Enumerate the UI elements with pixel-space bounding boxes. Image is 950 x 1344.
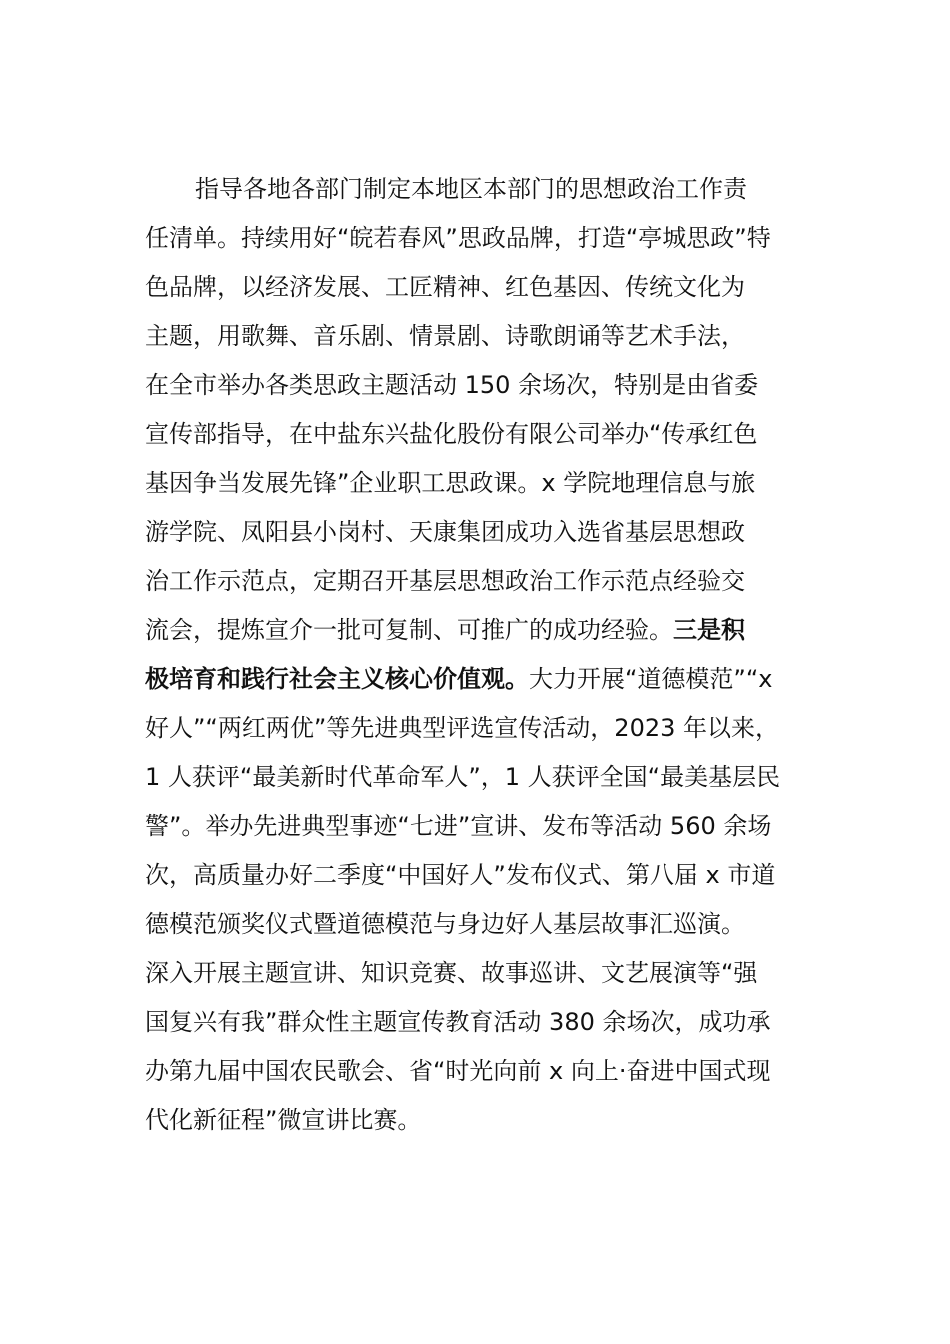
line-text: 警”。举办先进典型事迹“七进”宣讲、发布等活动 560 余场 (145, 812, 772, 840)
paragraph-line (145, 753, 810, 802)
line-text: 游学院、凤阳县小岗村、天康集团成功入选省基层思想政 (145, 518, 745, 546)
line-text: 治工作示范点，定期召开基层思想政治工作示范点经验交 (145, 567, 745, 595)
paragraph-line (145, 410, 810, 459)
line-text: 1 人获评“最美新时代革命军人”，1 人获评全国“最美基层民 (145, 763, 781, 791)
paragraph-line (145, 655, 810, 704)
paragraph-line (145, 998, 810, 1047)
line-text: 好人”“两红两优”等先进典型评选宣传活动，2023 年以来， (145, 714, 780, 742)
paragraph-line (145, 1047, 810, 1096)
paragraph-line (145, 263, 810, 312)
paragraph-line (145, 851, 810, 900)
line-text: 宣传部指导，在中盐东兴盐化股份有限公司举办“传承红色 (145, 420, 758, 448)
line-text: 主题，用歌舞、音乐剧、情景剧、诗歌朗诵等艺术手法， (145, 322, 745, 350)
line-text: 流会，提炼宣介一批可复制、可推广的成功经验。 (145, 616, 673, 644)
line-text: 色品牌，以经济发展、工匠精神、红色基因、传统文化为 (145, 273, 745, 301)
paragraph-line (145, 361, 810, 410)
line-text: 指导各地各部门制定本地区本部门的思想政治工作责 (195, 175, 747, 203)
paragraph-line (145, 949, 810, 998)
line-text: 德模范颁奖仪式暨道德模范与身边好人基层故事汇巡演。 (145, 910, 745, 938)
bold-heading-text: 极培育和践行社会主义核心价值观。 (145, 665, 529, 693)
body-paragraph (145, 165, 810, 1145)
paragraph-line (145, 557, 810, 606)
bold-heading-text: 三是积 (673, 616, 745, 644)
line-text: 代化新征程”微宣讲比赛。 (145, 1106, 422, 1134)
line-text: 大力开展“道德模范”“x (529, 665, 773, 693)
paragraph-line (145, 312, 810, 361)
paragraph-line (145, 214, 810, 263)
paragraph-line (145, 704, 810, 753)
paragraph-line (145, 508, 810, 557)
paragraph-line (145, 165, 810, 214)
paragraph-line (145, 459, 810, 508)
line-text: 国复兴有我”群众性主题宣传教育活动 380 余场次，成功承 (145, 1008, 771, 1036)
paragraph-line (145, 606, 810, 655)
line-text: 基因争当发展先锋”企业职工思政课。x 学院地理信息与旅 (145, 469, 756, 497)
paragraph-line (145, 900, 810, 949)
line-text: 次，高质量办好二季度“中国好人”发布仪式、第八届 x 市道 (145, 861, 776, 889)
line-text: 深入开展主题宣讲、知识竞赛、故事巡讲、文艺展演等“强 (145, 959, 758, 987)
line-text: 在全市举办各类思政主题活动 150 余场次，特别是由省委 (145, 371, 759, 399)
line-text: 办第九届中国农民歌会、省“时光向前 x 向上·奋进中国式现 (145, 1057, 771, 1085)
line-text: 任清单。持续用好“皖若春风”思政品牌，打造“亭城思政”特 (145, 224, 771, 252)
paragraph-line (145, 1096, 810, 1145)
paragraph-line (145, 802, 810, 851)
